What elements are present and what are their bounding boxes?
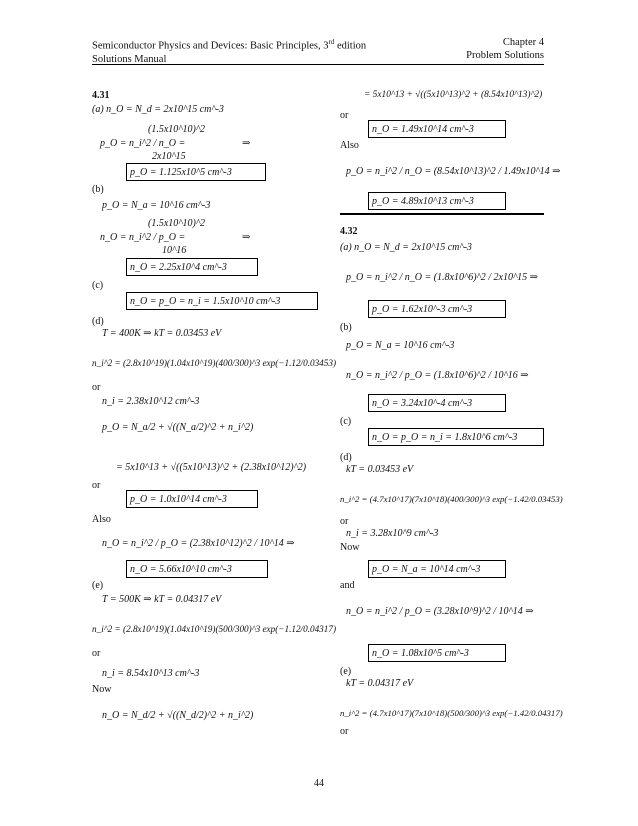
part-label: (e) [92,580,104,591]
result-value: p_O = 1.125x10^5 cm^-3 [130,167,232,178]
result-value: p_O = 1.0x10^14 cm^-3 [130,494,227,505]
text-or: or [340,110,349,121]
part-label: (c) [92,280,104,291]
equation-line: n_i = 3.28x10^9 cm^-3 [346,528,439,539]
header-book-title-text: Semiconductor Physics and Devices: Basic Principles, 3 [92,40,329,52]
equation-line: p_O = n_i^2 / n_O = (1.8x10^6)^2 / 2x10^15 ⇒ [346,272,539,283]
result-box [368,300,506,318]
problem-number: 4.31 [92,90,110,101]
result-box [368,560,506,578]
result-box [126,258,258,276]
result-value: p_O = 4.89x10^13 cm^-3 [372,196,474,207]
result-box [126,163,266,181]
text-or: or [92,480,101,491]
text-or: or [92,382,101,393]
equation-line: n_i^2 = (2.8x10^19)(1.04x10^19)(500/300)^3 exp(−1.12/0.04317) [92,624,337,634]
equation-line: (1.5x10^10)^2 [148,124,206,135]
equation-line: n_i^2 = (2.8x10^19)(1.04x10^19)(400/300)^3 exp(−1.12/0.03453) [92,358,337,368]
equation-line: p_O = N_a/2 + √((N_a/2)^2 + n_i^2) [102,422,254,433]
equation-line: n_i^2 = (4.7x10^17)(7x10^18)(400/300)^3 exp(−1.42/0.03453) [340,494,563,504]
text-or: or [340,726,349,737]
equation-line: kT = 0.03453 eV [346,464,414,475]
header-manual: Solutions Manual [92,53,167,65]
result-box [368,428,544,446]
header-book-title [92,36,366,53]
text-also: Also [340,140,359,151]
result-value: n_O = 1.08x10^5 cm^-3 [372,648,469,659]
equation-line: n_O = n_i^2 / p_O = [100,232,186,243]
equation-line: T = 500K ⇒ kT = 0.04317 eV [102,594,222,605]
result-box [368,120,506,138]
part-label: (d) [92,316,104,327]
equation-line: p_O = n_i^2 / n_O = (8.54x10^13)^2 / 1.49x10^14 ⇒ [346,166,561,177]
result-box [368,644,506,662]
equation-line: n_O = n_i^2 / p_O = (3.28x10^9)^2 / 10^14 ⇒ [346,606,534,617]
equation-line: (a) n_O = N_d = 2x10^15 cm^-3 [340,242,472,253]
text-or: or [340,516,349,527]
text-and: and [340,580,355,591]
result-box [126,490,258,508]
part-label: (e) [340,666,352,677]
text-now: Now [340,542,360,553]
equation-line: n_O = n_i^2 / p_O = (2.38x10^12)^2 / 10^14 ⇒ [102,538,295,549]
equation-line: T = 400K ⇒ kT = 0.03453 eV [102,328,222,339]
result-box [126,560,268,578]
equation-line: 2x10^15 [152,151,186,162]
section-divider [340,213,544,215]
result-value: p_O = N_a = 10^14 cm^-3 [372,564,481,575]
result-value: p_O = 1.62x10^-3 cm^-3 [372,304,473,315]
header-edition-text: edition [334,40,367,52]
arrow-symbol: ⇒ [242,232,251,243]
equation-line: p_O = N_a = 10^16 cm^-3 [102,200,211,211]
arrow-symbol: ⇒ [242,138,251,149]
text-or: or [92,648,101,659]
text-now: Now [92,684,112,695]
header-chapter: Chapter 4 [502,37,544,48]
header-left [92,36,366,66]
equation-line: (1.5x10^10)^2 [148,218,206,229]
equation-line: p_O = n_i^2 / n_O = [100,138,186,149]
equation-line: n_i = 2.38x10^12 cm^-3 [102,396,200,407]
equation-line: n_O = N_d/2 + √((N_d/2)^2 + n_i^2) [102,710,254,721]
result-value: n_O = 2.25x10^4 cm^-3 [130,262,227,273]
result-value: n_O = 3.24x10^-4 cm^-3 [372,398,473,409]
equation-line: p_O = N_a = 10^16 cm^-3 [346,340,455,351]
problem-number: 4.32 [340,226,358,237]
result-value: n_O = p_O = n_i = 1.8x10^6 cm^-3 [372,432,518,443]
result-value: n_O = 1.49x10^14 cm^-3 [372,124,474,135]
equation-line: 10^16 [162,245,187,256]
result-value: n_O = 5.66x10^10 cm^-3 [130,564,232,575]
equation-line: n_i = 8.54x10^13 cm^-3 [102,668,200,679]
part-label: (b) [340,322,352,333]
part-label: (c) [340,416,352,427]
part-label: (b) [92,184,104,195]
header-right [466,36,544,62]
text-also: Also [92,514,111,525]
equation-line: = 5x10^13 + √((5x10^13)^2 + (8.54x10^13)^2) [364,90,543,100]
result-box [368,394,506,412]
result-box [368,192,506,210]
header-section: Problem Solutions [466,50,544,61]
equation-line: n_O = n_i^2 / p_O = (1.8x10^6)^2 / 10^16 ⇒ [346,370,529,381]
header-rule [92,64,544,65]
header-edition-sup: rd [328,38,335,46]
page-number: 44 [314,778,324,789]
equation-line: n_i^2 = (4.7x10^17)(7x10^18)(500/300)^3 exp(−1.42/0.04317) [340,708,563,718]
equation-line: = 5x10^13 + √((5x10^13)^2 + (2.38x10^12)^2) [116,462,307,473]
equation-line: kT = 0.04317 eV [346,678,414,689]
part-label: (d) [340,452,352,463]
equation-line: (a) n_O = N_d = 2x10^15 cm^-3 [92,104,224,115]
result-value: n_O = p_O = n_i = 1.5x10^10 cm^-3 [130,296,281,307]
result-box [126,292,318,310]
